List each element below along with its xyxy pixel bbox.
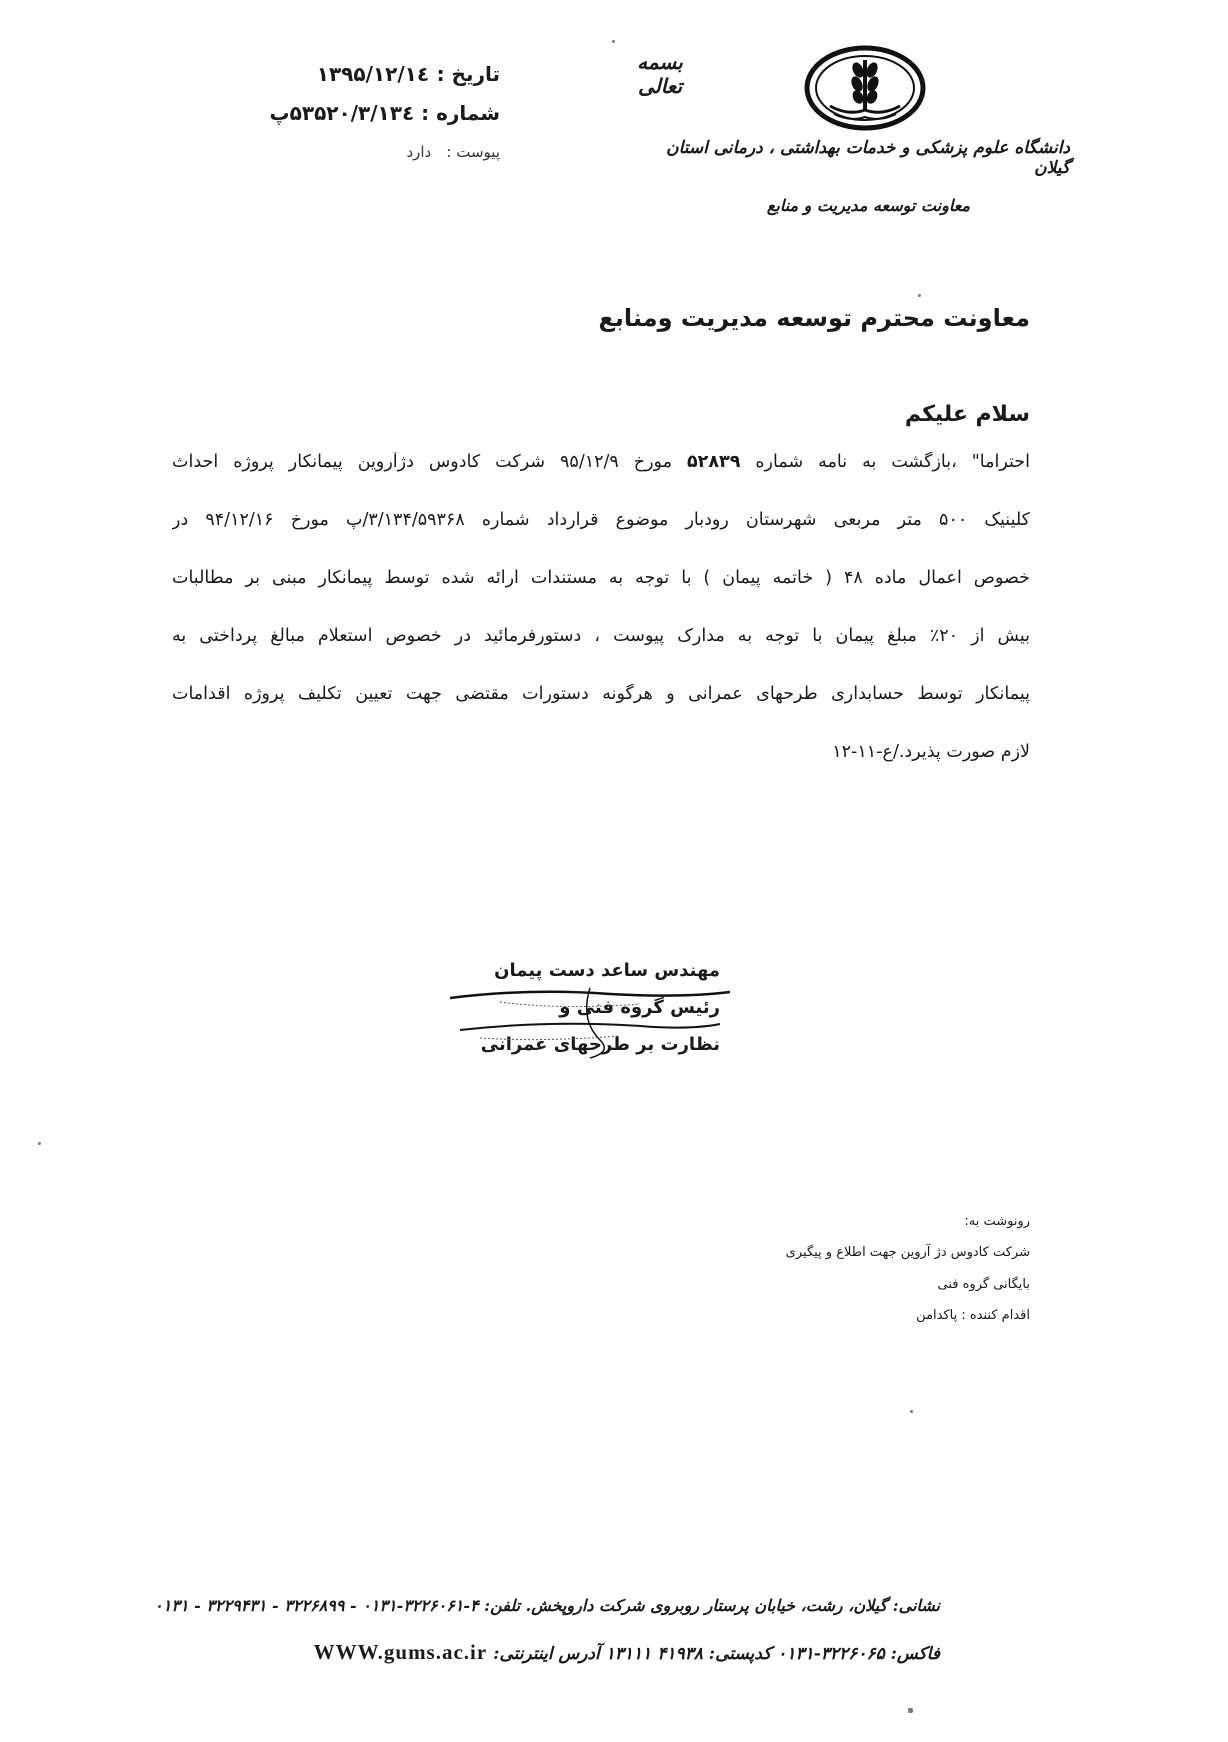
signatory-title-line2: نظارت بر طرحهای عمرانی (480, 1034, 720, 1055)
body-line-text: کلینیک ۵۰۰ متر مربعی شهرستان رودبار موضوع قرارداد شماره ۳/۱۳۴/۵۹۳۶۸/پ مورخ ۹۴/۱۲/۱۶ در (172, 510, 1030, 530)
department-name: معاونت توسعه مدیریت و منابع (766, 196, 970, 215)
letter-attachment (250, 143, 500, 161)
signatory-title-line1: رئیس گروه فنی و (559, 997, 720, 1018)
footer-fax-postal: فاکس: ۳۲۲۶۰۶۵-۰۱۳۱ کدپستی: ۴۱۹۳۸ ۱۳۱۱۱ آدرس اینترنتی: (493, 1644, 940, 1664)
body-line-text: احتراما" ،بازگشت به نامه شماره (740, 452, 1030, 472)
body-line-text: مورخ ۹۵/۱۲/۹ شرکت کادوس دژآروین پیمانکار پروژه احداث (172, 452, 687, 472)
scan-speck (910, 1410, 913, 1413)
number-label: شماره : (421, 101, 500, 125)
body-line (172, 742, 1030, 762)
body-line-text: لازم صورت پذیرد. (898, 742, 1030, 762)
date-value: ۱۳۹۵/۱۲/۱٤ (316, 62, 430, 86)
body-line (172, 626, 1030, 646)
scan-speck (918, 294, 921, 297)
attachment-value: دارد (406, 143, 432, 161)
body-line (172, 452, 1030, 472)
scan-speck (908, 1708, 913, 1713)
body-line (172, 684, 1030, 704)
letter-date (250, 62, 500, 86)
scan-speck (38, 1142, 41, 1145)
footer-contact (260, 1640, 940, 1665)
signatory-name: مهندس ساعد دست پیمان (494, 960, 720, 981)
cc-heading: رونوشت به: (964, 1214, 1030, 1229)
bismillah-text: بسمه تعالی (637, 50, 683, 98)
greeting-line: سلام علیکم (904, 402, 1030, 427)
body-line (172, 568, 1030, 588)
body-line-text: خصوص اعمال ماده ۴۸ ( خاتمه پیمان ) با توجه به مستندات ارائه شده توسط پیمانکار مبنی بر مطالبات (172, 568, 1030, 588)
handwritten-signature (440, 980, 740, 1060)
date-label: تاریخ : (436, 62, 500, 86)
footer-address: نشانی: گیلان، رشت، خیابان پرستار روبروی شرکت داروپخش. تلفن: ۴-۳۲۲۶۰۶۱-۰۱۳۱ - ۳۲۲۶۸۹۹ - ۳۲۲۹۴۳۱ - ۰۱۳۱ (154, 1596, 940, 1615)
cc-item: اقدام کننده : پاکدامن (916, 1308, 1030, 1323)
recipient-line: معاونت محترم توسعه مدیریت ومنابع (598, 304, 1030, 332)
attachment-label: پیوست : (446, 143, 500, 161)
cc-item: بایگانی گروه فنی (937, 1277, 1030, 1292)
letter-number (250, 101, 500, 125)
handwritten-note: /ع-۱۱-۱۲ (832, 742, 899, 762)
body-line-text: پیمانکار توسط حسابداری طرحهای عمرانی و هرگونه دستورات مقتضی جهت تعیین تکلیف پروژه اقدامات (172, 684, 1030, 704)
number-value: ۳/۱۳٤/۵۳۵۲۰پ (269, 101, 415, 125)
scan-speck (612, 40, 615, 43)
cc-item: شرکت کادوس دژ آروین جهت اطلاع و پیگیری (785, 1245, 1030, 1260)
letter-reference-number: ۵۲۸۳۹ (686, 452, 741, 472)
university-logo-icon (800, 44, 930, 140)
website-link[interactable]: WWW.gums.ac.ir (313, 1640, 488, 1664)
university-name: دانشگاه علوم پزشکی و خدمات بهداشتی ، درمانی استان گیلان (666, 138, 1070, 178)
body-line (172, 510, 1030, 530)
body-line-text: بیش از ۲۰٪ مبلغ پیمان با توجه به مدارک پیوست ، دستورفرمائید در خصوص استعلام مبالغ پرداختی به (172, 626, 1030, 646)
